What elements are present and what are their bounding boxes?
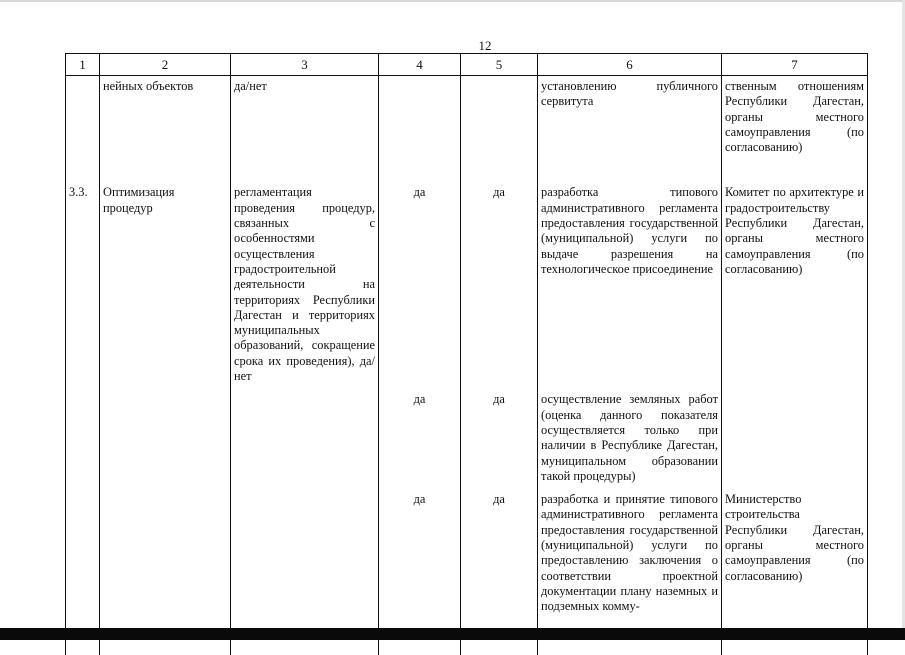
page-number: 12: [478, 38, 492, 53]
table-row: [66, 185, 868, 388]
responsible-cell: Министерство строительства Республики Дагестан, органы местного самоуправления (по согласованию): [722, 488, 868, 654]
responsible-cell: ственным отношениям Республики Дагестан, органы местного самоуправления (по согласованию): [722, 76, 868, 186]
row-number-cell: 3.3.: [66, 185, 100, 388]
column-header-4: 4: [379, 54, 461, 76]
measure-cell: установлению публичного сервитута: [538, 76, 722, 186]
row-number-cell: [66, 76, 100, 186]
table-row: [66, 76, 868, 186]
row-number-cell: [66, 388, 100, 488]
scan-top-edge: [0, 0, 905, 2]
column-header-2: 2: [100, 54, 231, 76]
value-cell-4: да: [379, 185, 461, 388]
responsible-cell: Комитет по архитектуре и градостроительству Республики Дагестан, органы местного самоуправления (по согласованию): [722, 185, 868, 388]
measure-cell: осуществление земляных работ (оценка данного показателя осуществляется только при наличии в Республике Дагестан, муниципальном образовании такой процедуры): [538, 388, 722, 488]
regulation-table: [65, 53, 868, 655]
criterion-cell: регламентация проведения процедур, связанных с особенностями осуществления градостроительной деятельности на территориях Республики Дагестан и территориях муниципальных образований, сокращение срока их проведения), да/нет: [231, 185, 379, 388]
scan-bottom-bar: [0, 628, 905, 640]
value-cell-4: да: [379, 488, 461, 654]
value-cell-5: да: [461, 388, 538, 488]
column-header-6: 6: [538, 54, 722, 76]
indicator-cell: Оптимизация процедур: [100, 185, 231, 388]
value-cell-5: [461, 76, 538, 186]
indicator-cell: нейных объектов: [100, 76, 231, 186]
column-header-5: 5: [461, 54, 538, 76]
column-header-3: 3: [231, 54, 379, 76]
value-cell-5: да: [461, 488, 538, 654]
criterion-cell: [231, 388, 379, 488]
value-cell-4: [379, 76, 461, 186]
column-header-1: 1: [66, 54, 100, 76]
table-header-row: [66, 54, 868, 76]
value-cell-5: да: [461, 185, 538, 388]
measure-cell: разработка типового административного регламента предоставления государственной (муниципальной) услуги по выдаче разрешения на технологическое присоединение: [538, 185, 722, 388]
table-row: [66, 388, 868, 488]
indicator-cell: [100, 388, 231, 488]
column-header-7: 7: [722, 54, 868, 76]
criterion-cell: да/нет: [231, 76, 379, 186]
measure-cell: разработка и принятие типового административного регламента предоставления государственной (муниципальной) услуги по предоставлению заключения о соответствии проектной документации плану наземных и подземных комму-: [538, 488, 722, 654]
value-cell-4: да: [379, 388, 461, 488]
responsible-cell: [722, 388, 868, 488]
